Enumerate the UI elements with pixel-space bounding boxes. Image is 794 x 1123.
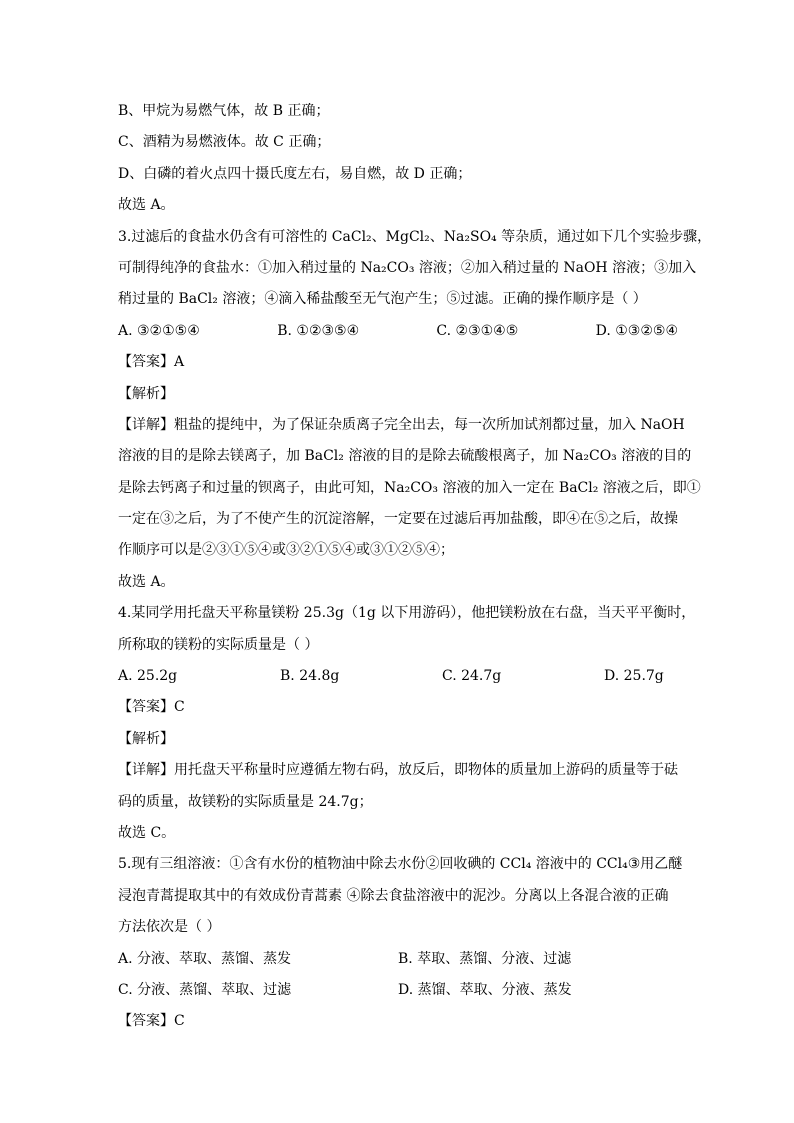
option-b: B. 24.8g xyxy=(280,668,340,685)
explanation-line: 溶液的目的是除去镁离子，加 BaCl₂ 溶液的目的是除去硫酸根离子，加 Na₂CO₃ 溶液的目的 xyxy=(118,448,692,465)
explanation-line: 是除去钙离子和过量的钡离子，由此可知，Na₂CO₃ 溶液的加入一定在 BaCl₂ 溶液之后，即① xyxy=(118,479,701,496)
answer-label: 【答案】C xyxy=(118,1013,185,1030)
text-line: D、白磷的着火点四十摄氏度左右，易自燃，故 D 正确； xyxy=(118,165,472,182)
option-a: A. ③②①⑤④ xyxy=(118,322,200,339)
question-5-stem: 方法依次是（ ） xyxy=(118,919,221,936)
conclusion-line: 故选 C。 xyxy=(118,824,176,841)
answer-label: 【答案】C xyxy=(118,699,185,716)
question-3-stem: 稍过量的 BaCl₂ 溶液；④滴入稀盐酸至无气泡产生；⑤过滤。正确的操作顺序是（ ） xyxy=(118,291,647,308)
option-a: A. 25.2g xyxy=(118,668,178,685)
question-5-options-row-2 xyxy=(118,975,678,1006)
explanation-line: 码的质量，故镁粉的实际质量是 24.7g； xyxy=(118,793,373,810)
analysis-label: 【解析】 xyxy=(118,385,174,402)
option-b: B. ①②③⑤④ xyxy=(277,322,360,339)
question-4-stem: 4.某同学用托盘天平称量镁粉 25.3g（1g 以下用游码），他把镁粉放在右盘，当天平平衡时， xyxy=(118,605,696,622)
question-5-stem: 浸泡青蒿提取其中的有效成份青蒿素 ④除去食盐溶液中的泥沙。分离以上各混合液的正确 xyxy=(118,887,669,904)
option-d: D. 25.7g xyxy=(604,668,664,685)
question-4-stem: 所称取的镁粉的实际质量是（ ） xyxy=(118,636,319,653)
analysis-label: 【解析】 xyxy=(118,730,174,747)
option-c: C. 24.7g xyxy=(442,668,502,685)
text-line: B、甲烷为易燃气体，故 B 正确； xyxy=(118,103,330,119)
text-line: 故选 A。 xyxy=(118,197,175,214)
conclusion-line: 故选 A。 xyxy=(118,573,175,590)
document-page xyxy=(118,96,712,1038)
option-d: D. 蒸馏、萃取、分液、蒸发 xyxy=(398,981,572,998)
option-a: A. 分液、萃取、蒸馏、蒸发 xyxy=(118,950,292,967)
question-4-options xyxy=(118,661,678,692)
explanation-line: 【详解】用托盘天平称量时应遵循左物右码，放反后，即物体的质量加上游码的质量等于砝 xyxy=(118,762,678,779)
option-c: C. 分液、蒸馏、萃取、过滤 xyxy=(118,981,292,998)
question-3-options xyxy=(118,316,678,347)
explanation-line: 【详解】粗盐的提纯中，为了保证杂质离子完全出去，每一次所加试剂都过量，加入 NaOH xyxy=(118,416,685,433)
explanation-line: 作顺序可以是②③①⑤④或③②①⑤④或③①②⑤④； xyxy=(118,542,454,559)
option-d: D. ①③②⑤④ xyxy=(595,322,678,339)
question-5-stem: 5.现有三组溶液：①含有水份的植物油中除去水份②回收碘的 CCl₄ 溶液中的 CCl₄③用乙醚 xyxy=(118,856,683,873)
question-3-stem: 可制得纯净的食盐水：①加入稍过量的 Na₂CO₃ 溶液；②加入稍过量的 NaOH 溶液；③加入 xyxy=(118,259,697,276)
option-b: B. 萃取、蒸馏、分液、过滤 xyxy=(398,950,572,967)
question-5-options-row-1 xyxy=(118,944,678,975)
explanation-line: 一定在③之后，为了不使产生的沉淀溶解，一定要在过滤后再加盐酸，即④在⑤之后，故操 xyxy=(118,511,678,528)
option-c: C. ②③①④⑤ xyxy=(436,322,519,339)
question-3-stem: 3.过滤后的食盐水仍含有可溶性的 CaCl₂、MgCl₂、Na₂SO₄ 等杂质，通过如下几个实验步骤， xyxy=(118,228,712,245)
text-line: C、酒精为易燃液体。故 C 正确； xyxy=(118,134,331,151)
answer-label: 【答案】A xyxy=(118,354,185,371)
